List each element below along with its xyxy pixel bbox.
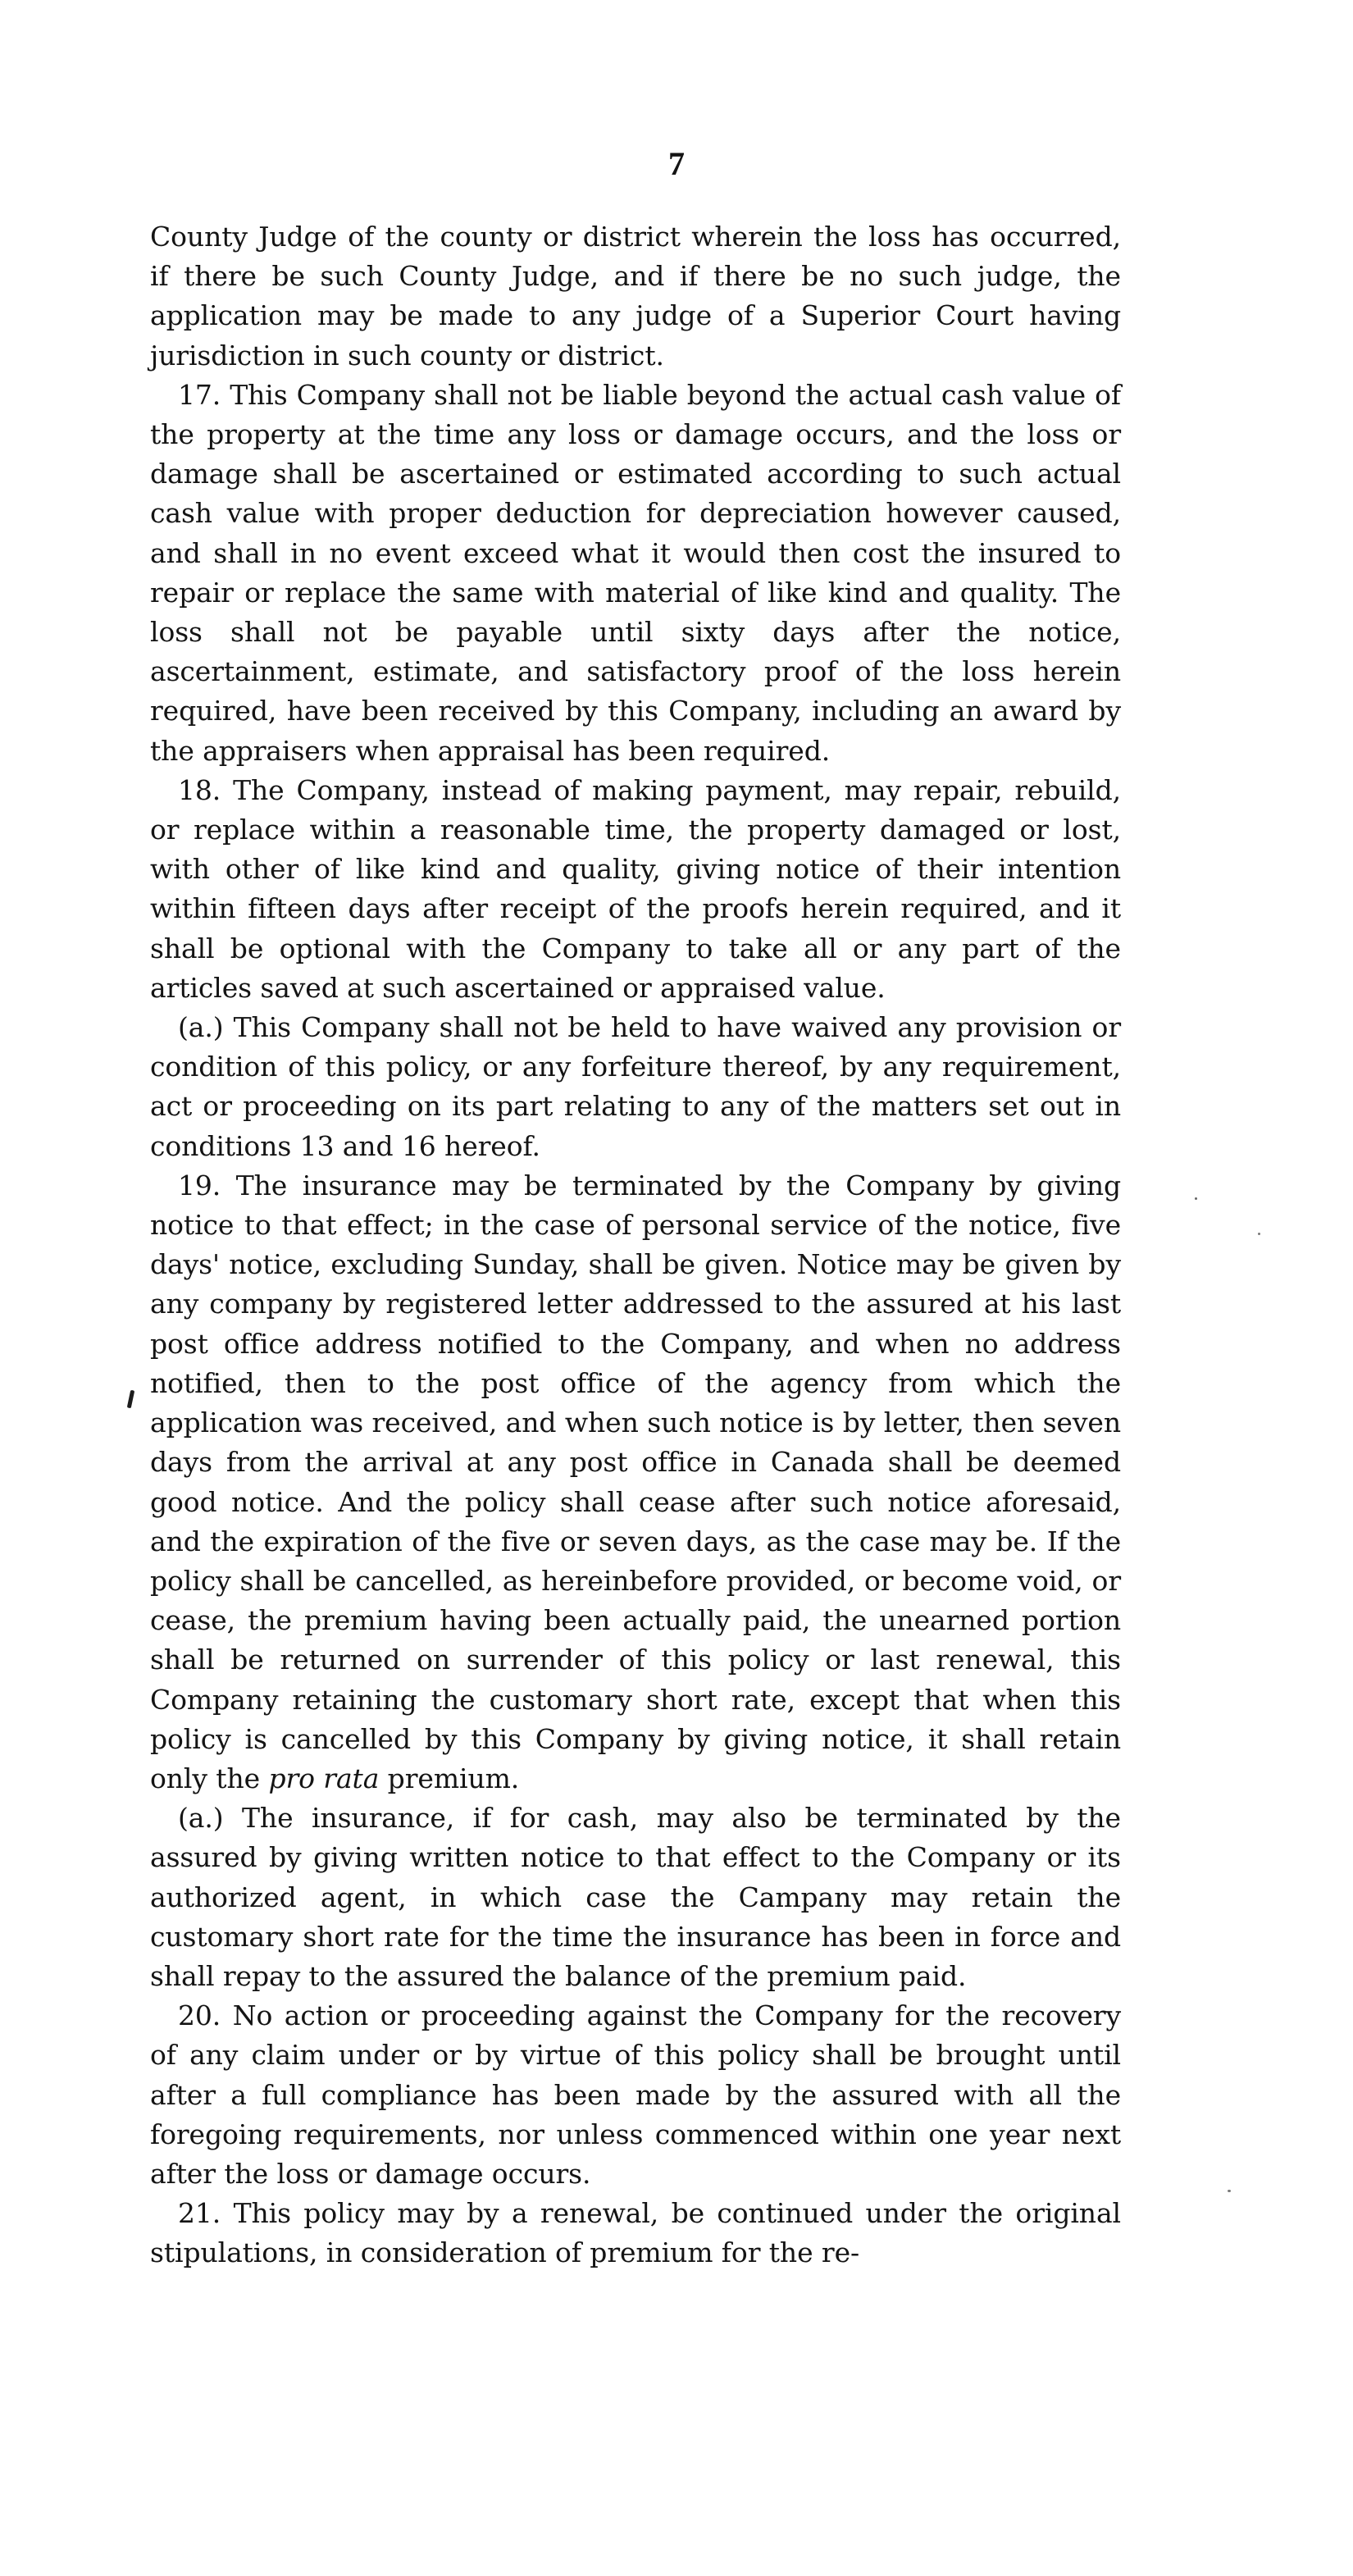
condition-20: 20. No action or proceeding against the Company for the recovery of any claim under or by virtue of this policy shall be brought until after a full compliance has been made by the assured with all the foregoing requirements, nor unless commenced within one year next after the loss or damage occurs. <box>150 1999 1121 2190</box>
scan-speck <box>1195 1197 1197 1200</box>
scan-speck <box>1228 2190 1231 2192</box>
paragraph-intro-continuation: County Judge of the county or district wherein the loss has occurred, if there be such County Judge, and if there be no such judge, the application may be made to any judge of a Superior Court having jurisdiction in such county or district. <box>150 221 1121 372</box>
condition-17: 17. This Company shall not be liable beyond the actual cash value of the property at the time any loss or damage occurs, and the loss or damage shall be ascertained or estimated according to such actual cash value with proper deduction for depreciation however caused, and shall in no event exceed what it would then cost the insured to repair or replace the same with material of like kind and quality. The loss shall not be payable until sixty days after the notice, ascertainment, estimate, and satisfactory proof of the loss herein required, have been received by this Company, including an award by the appraisers when appraisal has been required. <box>150 378 1121 767</box>
condition-19-ending: premium. <box>379 1762 520 1794</box>
condition-18: 18. The Company, instead of making payment, may repair, rebuild, or replace within a reasonable time, the property damaged or lost, with other of like kind and quality, giving notice of their intention within fifteen days after receipt of the proofs herein required, and it shall be optional with the Company to take all or any part of the articles saved at such ascertained or appraised value. <box>150 773 1121 1004</box>
scan-speck <box>1258 1233 1260 1235</box>
margin-ink-mark <box>127 1390 134 1409</box>
condition-19-body: 19. The insurance may be terminated by the Company by giving notice to that effect; in the case of personal service of the notice, five days' notice, excluding Sunday, shall be given. Notice may be given by any company by registered letter addressed to the assured at his last post office address notified to the Company, and when no address notified, then to the post office of the agency from which the application was received, and when such notice is by letter, then seven days from the arrival at any post office in Canada shall be deemed good notice. And the policy shall cease after such notice aforesaid, and the expiration of the five or seven days, as the case may be. If the policy shall be cancelled, as hereinbefore provided, or become void, or cease, the premium having been actually paid, the unearned portion shall be returned on surrender of this policy or last renewal, this Company retaining the customary short rate, except that when this policy is cancelled by this Company by giving notice, it shall retain only the <box>150 1169 1121 1794</box>
condition-19a: (a.) The insurance, if for cash, may also be terminated by the assured by giving written notice to that effect to the Company or its authorized agent, in which case the Campany may retain the customary short rate for the time the insurance has been in force and shall repay to the assured the balance of the premium paid. <box>150 1802 1121 1992</box>
condition-21: 21. This policy may by a renewal, be continued under the original stipulations, in consideration of premium for the re- <box>150 2197 1121 2269</box>
condition-19 <box>150 1166 1121 1799</box>
policy-conditions-text <box>150 217 1121 2273</box>
page-number: 7 <box>668 145 685 182</box>
condition-18a: (a.) This Company shall not be held to have waived any provision or condition of this policy, or any forfeiture thereof, by any requirement, act or proceeding on its part relating to any of the matters set out in conditions 13 and 16 hereof. <box>150 1011 1121 1162</box>
condition-19-italic-phrase: pro rata <box>268 1762 380 1794</box>
